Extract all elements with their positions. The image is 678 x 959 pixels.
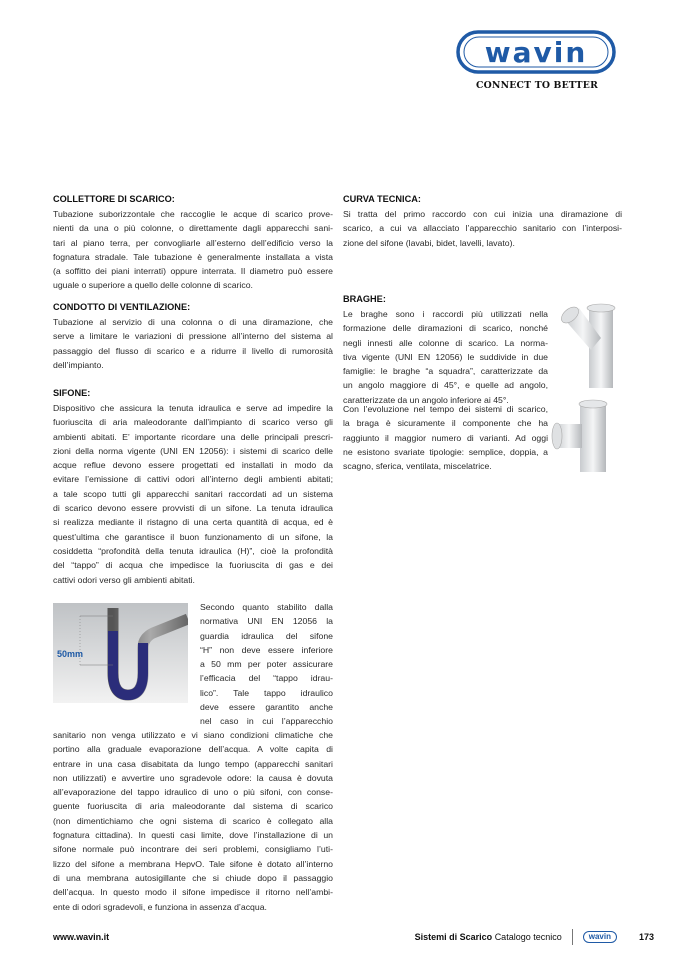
heading-braghe: BRAGHE: [343,294,386,304]
text-line: cosiddetta “profondità della tenuta idraulica (H)”, cioè la profondità [53,545,333,556]
text-line: famiglie: le braghe “a squadra”, caratterizzate da [343,366,548,377]
wavin-logo [456,30,616,79]
text-line: serve a limitare le variazioni di pressione all’interno del sistema al [53,331,333,342]
text-line: nienti da una o più colonne, o direttamente dagli apparecchi sani- [53,223,333,234]
text-line: raggiunto il maggior numero di varianti. Ad oggi [343,432,548,443]
text-line: sanitario non venga utilizzato e vi siano condizioni climatiche che [53,730,333,740]
text-line: formazione delle diramazioni di scarico, nonché [343,323,548,334]
text-line: negli innesti alle colonne di scarico. La norma- [343,337,548,348]
text-line: Le braghe sono i raccordi più utilizzati nella [343,309,548,319]
section-collettore [53,192,333,293]
text-line: evitare l’emissione di cattivi odori all’interno degli ambienti abitati; [53,474,333,485]
footer-right [415,929,654,945]
text-line: quest’ultima che garantisce il buon funzionamento di un sifone, la [53,531,333,542]
text-line: Tubazione al servizio di una colonna o di una diramazione, che [53,317,333,327]
text-line: un angolo maggiore di 45°, e quelle ad angolo, [343,380,548,391]
text-line: zione del sifone (lavabi, bidet, lavelli, lavato). [343,237,515,248]
section-braghe [343,292,548,407]
text-line: zioni della norma vigente (UNI EN 12056): i sistemi di scarico delle [53,445,333,456]
text-line: scarico, a cui va allacciato l’apparecchio sanitario con l’interposi- [343,223,622,234]
text-line: entrare in una casa disabitata da lungo tempo (apparecchi sanitari [53,758,333,769]
section-curva [343,192,622,250]
footer-url[interactable]: www.wavin.it [53,932,110,942]
heading-condotto: CONDOTTO DI VENTILAZIONE: [53,302,191,312]
text-line: Con l’evoluzione nel tempo dei sistemi di scarico, [343,404,548,414]
text-line: a tale scopo tutti gli apparecchi sanitari raccordati ad un sistema [53,488,333,499]
text-line: non utilizzati) e avvertire uno sgradevole odore: la causa è dovuta [53,772,333,783]
heading-sifone: SIFONE: [53,388,91,398]
text-line: Dispositivo che assicura la tenuta idraulica e serve ad impedire la [53,403,333,413]
text-line: uguale o superiore a quello delle colonne di scarico. [53,280,253,291]
text-line: lico”. Tale tappo idraulico [200,687,333,698]
section-condotto [53,300,333,372]
text-line: ambienti abitati. E’ importante ricordare una delle principali prescri- [53,431,333,442]
text-line: passaggio del flusso di scarico e a ridurre il livello di rumorosità [53,345,333,356]
text-line: fognatura cittadina). In questi casi limite, dove l’installazione di un [53,830,333,841]
siphon-image [53,603,188,703]
text-line: Si tratta del primo raccordo con cui inizia una diramazione di [343,209,622,219]
text-line: deve essere garantito anche [200,702,333,713]
text-line: fuoriuscita di aria maleodorante dall’impianto di scarico verso gli [53,417,333,428]
footer-divider [572,929,573,945]
text-line: di scarico devono essere provvisti di un sifone. La tenuta idraulica [53,503,333,514]
section-guardia-side [200,600,333,729]
text-line: acque reflue devono essere progettati ed installati in modo da [53,460,333,471]
text-line: del “tappo” di acqua che impedisce la fuoriuscita di gas e dei [53,560,333,571]
text-line: dell’impianto. [53,359,104,370]
y-branch-fitting-image [553,298,623,390]
text-line: sifone normale può incontrare dei seri problemi, consigliamo l’uti- [53,844,333,855]
heading-curva: CURVA TECNICA: [343,194,421,204]
section-sifone [53,386,333,587]
heading-collettore: COLLETTORE DI SCARICO: [53,194,175,204]
footer-series: Sistemi di Scarico [414,932,493,942]
text-line: all’evaporazione del tappo idraulico di uno o più sifoni, con conse- [53,787,333,798]
text-line: Tubazione suborizzontale che raccoglie le acque di scarico prove- [53,209,333,219]
text-line: nel caso in cui l’apparecchio [200,716,333,727]
text-line: guente fuoriuscita di aria maleodorante dal sistema di scarico [53,801,333,812]
text-line: lizzo del sifone a membrana HepvO. Tale sifone è dotato all’interno [53,858,333,869]
text-line: ne esistono svariate tipologie: semplice, doppia, a [343,446,548,457]
t-branch-fitting-image [550,398,620,473]
text-line: (non dimentichiamo che ogni sistema di scarico è collegato alla [53,815,333,826]
text-line: (a soffitto dei piani interrati) oppure interrata. Il diametro può essere [53,266,333,277]
section-braghe-evolution [343,402,548,473]
text-line: cattivi odori verso gli ambienti abitati. [53,574,195,585]
text-line: di una membrana autosigillante che si chiude dopo il passaggio [53,872,333,883]
text-line: ente di odori sgradevoli, e funziona in assenza d’acqua. [53,901,267,912]
text-line: caratterizzate da un angolo inferiore ai 45°. [343,394,509,405]
section-guardia-full [53,728,333,914]
footer-catalog: Catalogo tecnico [494,932,562,942]
siphon-dimension-label: 50mm [57,649,84,659]
text-line: dell’acqua. In questo modo il sifone impedisce il ritorno nell’ambi- [53,887,333,898]
text-line: a 50 mm per poter assicurare [200,659,333,670]
text-line: tari al piano terra, per convogliarle all’esterno dell’edificio verso la [53,237,333,248]
text-line: “H” non deve essere inferiore [200,644,333,655]
footer-wavin-logo: wavin [583,931,617,943]
text-line: scagno, sferica, ventilata, miscelatrice. [343,461,492,472]
tagline: CONNECT TO BETTER [475,80,599,91]
text-line: la braga è sicuramente il componente che ha [343,418,548,429]
page-number: 173 [638,932,654,942]
text-line: portino alla graduale evaporazione dell’acqua. A volte capita di [53,744,333,755]
text-line: guardia idraulica del sifone [200,630,333,641]
svg-text:wavin: wavin [484,36,588,69]
text-line: fognatura stradale. Tale tubazione è generalmente installata a vista [53,251,333,262]
text-line: si realizza mediante il ristagno di una certa quantità di acqua, ed è [53,517,333,528]
text-line: Secondo quanto stabilito dalla [200,602,333,612]
text-line: normativa UNI EN 12056 la [200,616,333,627]
text-line: tiva vigente (UNI EN 12056) le suddivide in due [343,351,548,362]
text-line: l’efficacia del “tappo idrau- [200,673,333,684]
